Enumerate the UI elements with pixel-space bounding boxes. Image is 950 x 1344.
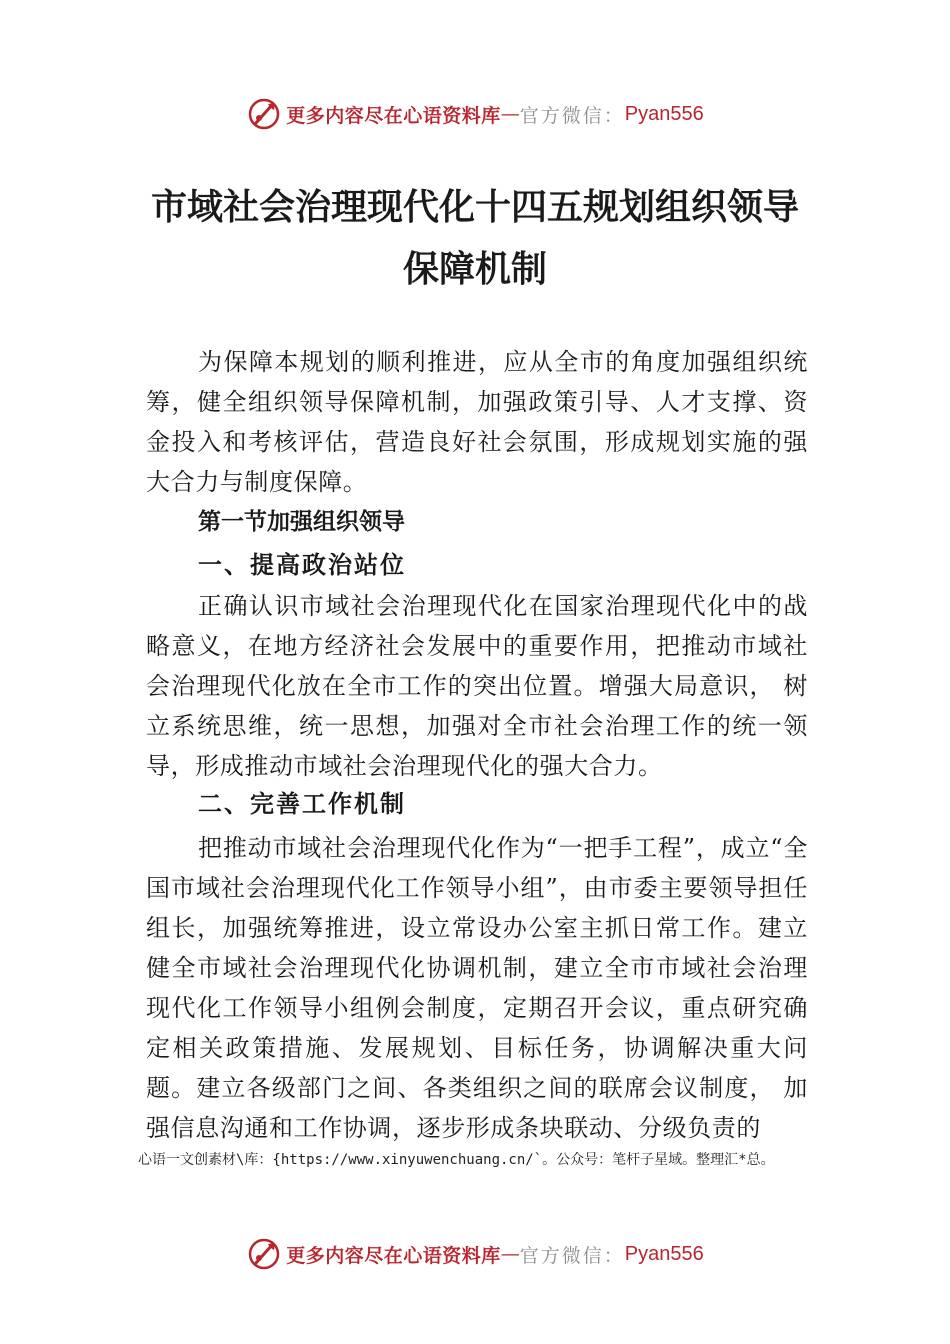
- subsection-paragraph-2: 把推动市域社会治理现代化作为“一把手工程”，成立“全国市域社会治理现代化工作领导小组”，由市委主要领导担任组长，加强统筹推进，设立常设办公室主抓日常工作。建立健全市域社会治理现代化协调机制，建立全市市域社会治理现代化工作领导小组例会制度，定期召开会议，重点研究确定相关政策措施、发展规划、目标任务，协调解决重大问题。建立各级部门之间、各类组织之间的联席会议制度， 加强信息沟通和工作协调，逐步形成条块联动、分级负责的: [146, 834, 808, 1142]
- quill-seal-icon: [246, 96, 282, 132]
- subsection-heading-2: 二、完善工作机制: [198, 789, 406, 818]
- section-heading: 第一节加强组织领导: [198, 509, 405, 535]
- document-title-line1: 市域社会治理现代化十四五规划组织领导: [150, 186, 799, 228]
- banner-dash: —: [500, 1243, 520, 1265]
- source-footnote: 心语一文创素材\库：{https://www.xinyuwenchuang.cn/`。公众号：笔杆子星域。整理汇*总。: [138, 1152, 775, 1168]
- banner-brand: 更多内容尽在心语资料库: [286, 1244, 501, 1267]
- banner-brand: 更多内容尽在心语资料库: [286, 104, 501, 127]
- banner-official-label: 官方微信：: [519, 104, 625, 127]
- header-banner: [0, 94, 950, 134]
- document-title-line2: 保障机制: [402, 248, 547, 290]
- subsection-paragraph-1: 正确认识市域社会治理现代化在国家治理现代化中的战略意义，在地方经济社会发展中的重要作用，把推动市域社会治理现代化放在全市工作的突出位置。增强大局意识， 树立系统思维，统一思想，加强对全市社会治理工作的统一领导，形成推动市域社会治理现代化的强大合力。: [146, 592, 808, 780]
- banner-wechat-id: Pyan556: [624, 1242, 704, 1265]
- subsection-heading-1: 一、提高政治站位: [198, 550, 406, 579]
- quill-seal-icon: [246, 1236, 282, 1272]
- intro-paragraph: 为保障本规划的顺利推进，应从全市的角度加强组织统筹，健全组织领导保障机制，加强政策引导、人才支撑、资金投入和考核评估，营造良好社会氛围，形成规划实施的强大合力与制度保障。: [146, 348, 808, 496]
- footer-banner: [0, 1234, 950, 1274]
- banner-wechat-id: Pyan556: [624, 102, 704, 125]
- banner-official-label: 官方微信：: [519, 1244, 625, 1267]
- banner-dash: —: [500, 103, 520, 125]
